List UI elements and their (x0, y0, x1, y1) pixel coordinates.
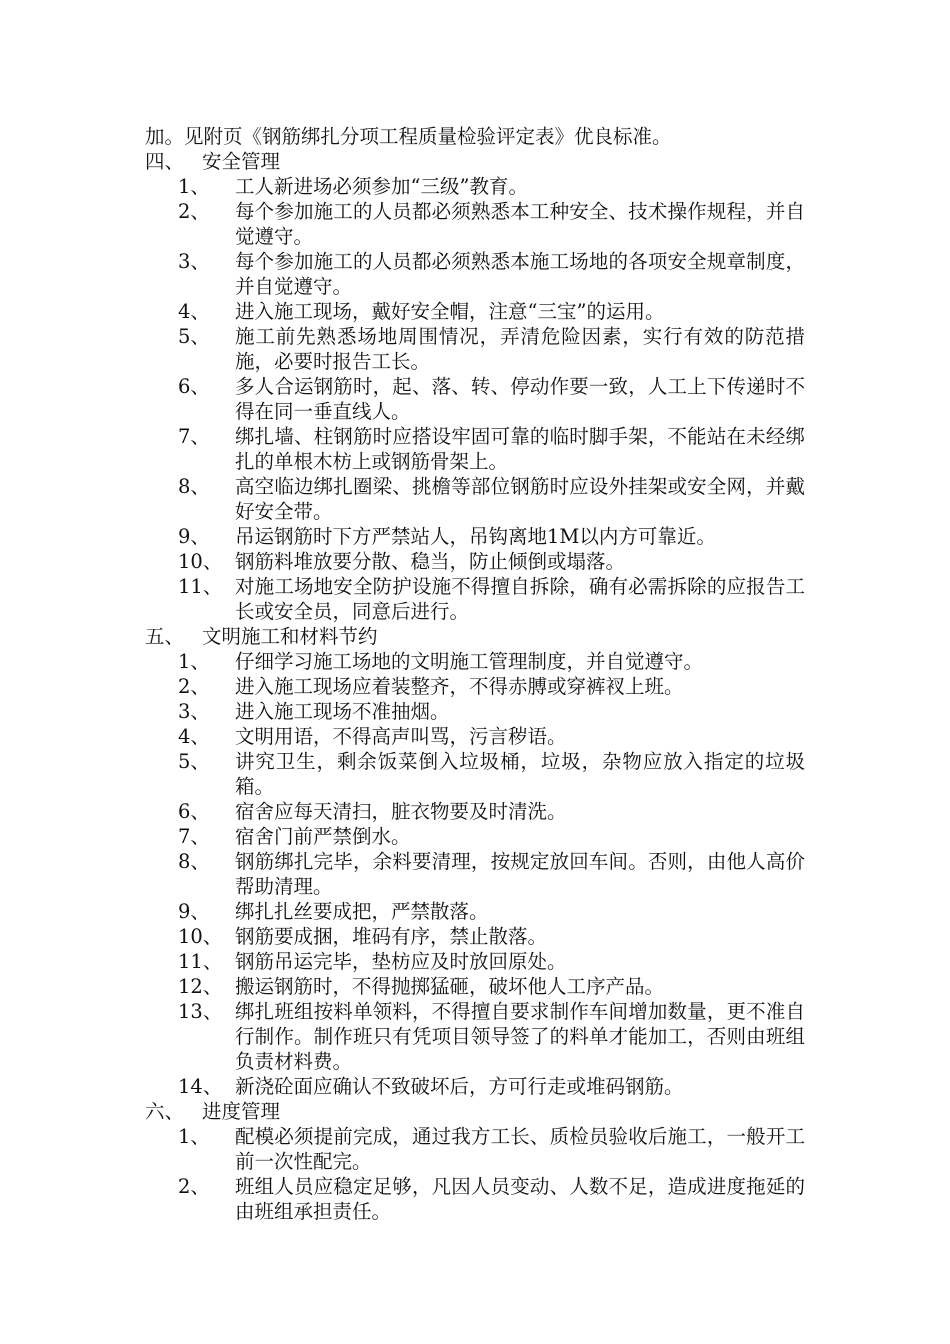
list-item-text: 绑扎班组按料单领料，不得擅自要求制作车间增加数量，更不准自行制作。制作班只有凭项目领导签了的料单才能加工，否则由班组负责材料费。 (235, 1000, 805, 1073)
list-item-number: 5、 (178, 325, 210, 348)
list-item (178, 474, 815, 524)
list-item (178, 674, 815, 699)
section-number: 五、 (145, 625, 185, 648)
list-item-text: 吊运钢筋时下方严禁站人，吊钩离地1M以内方可靠近。 (235, 525, 716, 548)
list-item-number: 11、 (178, 950, 223, 973)
section-number: 四、 (145, 150, 185, 173)
list-item-number: 9、 (178, 900, 210, 923)
list-item (178, 174, 815, 199)
list-item (178, 699, 815, 724)
list-item (178, 749, 815, 799)
list-item (178, 1124, 815, 1174)
list-item-text: 施工前先熟悉场地周围情况，弄清危险因素，实行有效的防范措施，必要时报告工长。 (235, 325, 805, 373)
list-item (178, 849, 815, 899)
list-item-text: 绑扎墙、柱钢筋时应搭设牢固可靠的临时脚手架，不能站在未经绑扎的单根木枋上或钢筋骨架上。 (235, 425, 805, 473)
list-item-number: 8、 (178, 475, 210, 498)
list-item (178, 974, 815, 999)
list-item-number: 5、 (178, 750, 210, 773)
list-item-number: 1、 (178, 175, 210, 198)
list-item-number: 12、 (178, 975, 223, 998)
list-item-number: 3、 (178, 700, 210, 723)
list-item-text: 多人合运钢筋时，起、落、转、停动作要一致，人工上下传递时不得在同一垂直线人。 (235, 375, 805, 423)
list-item-text: 新浇砼面应确认不致破坏后，方可行走或堆码钢筋。 (235, 1075, 684, 1098)
list-item-text: 讲究卫生，剩余饭菜倒入垃圾桶，垃圾，杂物应放入指定的垃圾箱。 (235, 750, 805, 798)
list-item-text: 进入施工现场应着装整齐，不得赤膊或穿裤衩上班。 (235, 675, 684, 698)
list-item-text: 工人新进场必须参加“三级”教育。 (235, 175, 528, 198)
section-heading (145, 624, 815, 649)
list-item-number: 8、 (178, 850, 210, 873)
list-item-text: 绑扎扎丝要成把，严禁散落。 (235, 900, 489, 923)
list-item-number: 3、 (178, 250, 210, 273)
list-item-number: 14、 (178, 1075, 223, 1098)
list-item (178, 649, 815, 674)
section-title: 安全管理 (202, 150, 281, 173)
list-item (178, 324, 815, 374)
list-item-text: 每个参加施工的人员都必须熟悉本工种安全、技术操作规程，并自觉遵守。 (235, 200, 805, 248)
list-item-number: 2、 (178, 200, 210, 223)
list-item-number: 13、 (178, 1000, 223, 1023)
list-item (178, 924, 815, 949)
list-item (178, 574, 815, 624)
list-item (178, 249, 815, 299)
list-item-text: 钢筋料堆放要分散、稳当，防止倾倒或塌落。 (235, 550, 626, 573)
list-item-number: 10、 (178, 550, 223, 573)
lead-paragraph: 加。见附页《钢筋绑扎分项工程质量检验评定表》优良标准。 (145, 125, 672, 148)
list-item-text: 高空临边绑扎圈梁、挑檐等部位钢筋时应设外挂架或安全网，并戴好安全带。 (235, 475, 805, 523)
list-item-text: 对施工场地安全防护设施不得擅自拆除，确有必需拆除的应报告工长或安全员，同意后进行。 (235, 575, 805, 623)
list-item-text: 钢筋绑扎完毕，余料要清理，按规定放回车间。否则，由他人高价帮助清理。 (235, 850, 805, 898)
list-item-number: 4、 (178, 300, 210, 323)
document-body (145, 124, 815, 1224)
list-item-number: 6、 (178, 800, 210, 823)
list-item (178, 524, 815, 549)
list-item-text: 进入施工现场不准抽烟。 (235, 700, 450, 723)
list-item-number: 4、 (178, 725, 210, 748)
list-item-text: 每个参加施工的人员都必须熟悉本施工场地的各项安全规章制度，并自觉遵守。 (235, 250, 805, 298)
list-item-number: 6、 (178, 375, 210, 398)
section-title: 文明施工和材料节约 (202, 625, 378, 648)
list-item-number: 11、 (178, 575, 223, 598)
list-item-text: 配模必须提前完成，通过我方工长、质检员验收后施工，一般开工前一次性配完。 (235, 1125, 805, 1173)
list-item (178, 299, 815, 324)
list-item-text: 钢筋要成捆，堆码有序，禁止散落。 (235, 925, 548, 948)
list-item-number: 2、 (178, 675, 210, 698)
list-item-text: 文明用语，不得高声叫骂，污言秽语。 (235, 725, 567, 748)
list-item (178, 949, 815, 974)
list-item-text: 宿舍应每天清扫，脏衣物要及时清洗。 (235, 800, 567, 823)
list-item-text: 进入施工现场，戴好安全帽，注意“三宝”的运用。 (235, 300, 665, 323)
list-item (178, 724, 815, 749)
list-item (178, 899, 815, 924)
section-heading (145, 1099, 815, 1124)
list-item-text: 仔细学习施工场地的文明施工管理制度，并自觉遵守。 (235, 650, 704, 673)
list-item-number: 7、 (178, 425, 210, 448)
list-item (178, 999, 815, 1074)
list-item (178, 799, 815, 824)
list-item-number: 7、 (178, 825, 210, 848)
sections-container (145, 149, 815, 1224)
section-title: 进度管理 (202, 1100, 281, 1123)
list-item (178, 549, 815, 574)
list-item (178, 824, 815, 849)
list-item-text: 搬运钢筋时，不得抛掷猛砸，破坏他人工序产品。 (235, 975, 665, 998)
list-item-text: 班组人员应稳定足够，凡因人员变动、人数不足，造成进度拖延的由班组承担责任。 (235, 1175, 805, 1223)
list-item (178, 1174, 815, 1224)
list-item (178, 199, 815, 249)
list-item (178, 1074, 815, 1099)
list-item-text: 钢筋吊运完毕，垫枋应及时放回原处。 (235, 950, 567, 973)
list-item (178, 424, 815, 474)
list-item (178, 374, 815, 424)
list-item-number: 1、 (178, 1125, 210, 1148)
list-item-number: 2、 (178, 1175, 210, 1198)
list-item-number: 1、 (178, 650, 210, 673)
list-item-number: 9、 (178, 525, 210, 548)
section-heading (145, 149, 815, 174)
list-item-text: 宿舍门前严禁倒水。 (235, 825, 411, 848)
section-number: 六、 (145, 1100, 185, 1123)
list-item-number: 10、 (178, 925, 223, 948)
